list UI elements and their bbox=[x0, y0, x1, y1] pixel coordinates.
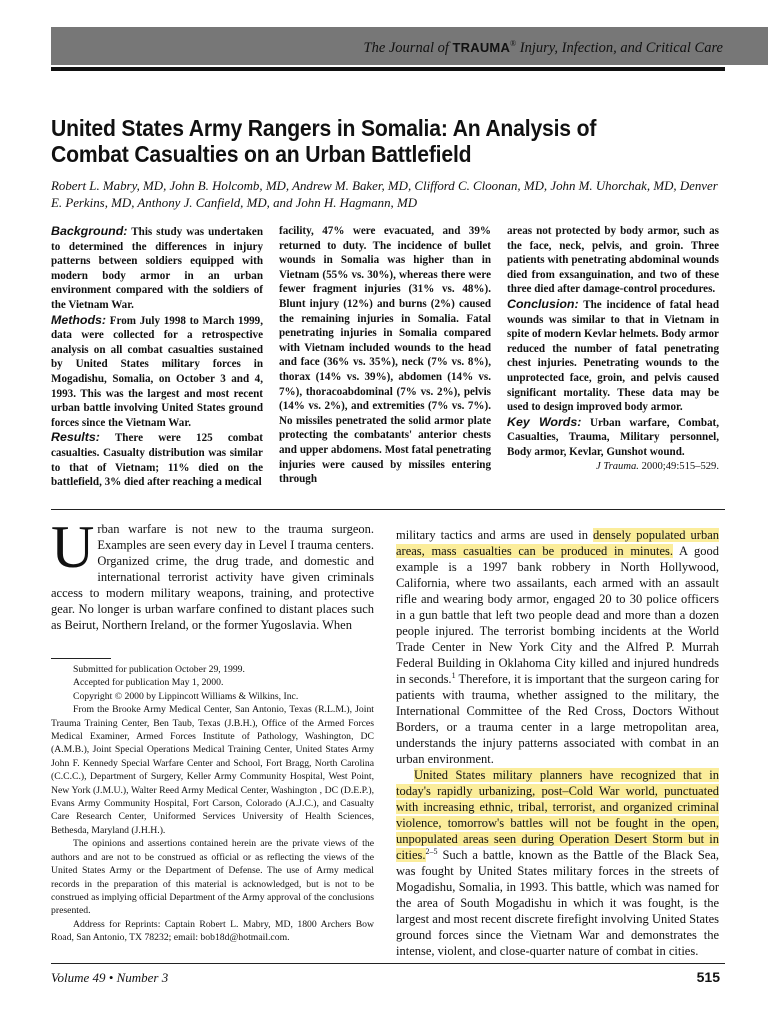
background-label: Background: bbox=[51, 224, 128, 238]
paragraph-1-end: Therefore, it is important that the surgeon caring for patients with trauma, whether assigned to the military, the International Committee of the Red Cross, Doctors Without Borders, or a trauma center in a large metropolitan area, understands the injury patterns associated with combat in an urban environment. bbox=[396, 672, 719, 766]
footnote-copyright: Copyright © 2000 by Lippincott Williams & Wilkins, Inc. bbox=[73, 690, 299, 702]
results-label: Results: bbox=[51, 430, 100, 445]
abstract-column-3 bbox=[507, 224, 719, 474]
paragraph-1-middle: A good example is a 1997 bank robbery in North Hollywood, California, where two assailants, each armed with an assault rifle and wearing body armor, engaged 20 to 30 police officers in a gun battle that left two people dead and more than a dozen people injured. The terrorist bombing incidents at the World Trade Center in New York City and the Alfred P. Murrah Federal Building in Oklahoma City killed and injured hundreds in seconds. bbox=[396, 544, 720, 686]
results-text-end: areas not protected by body armor, such as the face, neck, pelvis, and groin. Three patients with penetrating abdominal wounds died from exsanguination, and two of these three died after damage-control procedures. bbox=[507, 225, 719, 296]
reference-superscript-2-5: 2–5 bbox=[425, 846, 438, 856]
highlighted-text-military-planners: United States military planners have recognized that in today's rapidly urbanizing, post–Cold War world, punctuated with increasing ethnic, tribal, terrorist, and organized criminal violence, tomorrow's battles will not be fought in the open, unpopulated areas seen during Operation Desert Storm but in cities. bbox=[396, 768, 719, 862]
footnote-disclaimer: The opinions and assertions contained herein are the private views of the authors and are not to be construed as official or as reflecting the views of the United States Army or the Department of Defense. The use of Army medical records in the preparation of this material is acknowledged, but is not to be construed as implying official Department of the Army approval of the conclusions presented. bbox=[51, 838, 374, 917]
footnote-submitted: Submitted for publication October 29, 1999. bbox=[73, 664, 245, 675]
header-rule bbox=[51, 67, 725, 71]
highlighted-text-urban-areas: densely populated urban areas, mass casualties can be produced in minutes. bbox=[396, 528, 720, 558]
methods-label: Methods: bbox=[51, 312, 107, 327]
body-paragraph-1-text: rban warfare is not new to the trauma surgeon. Examples are seen every day in Level I trauma centers. Organized crime, the drug trade, and domestic and international terrorist activity have given criminals access to modern military weapons, training, and protective gear. No longer is urban warfare confined to distant places such as Beirut, Northern Ireland, or the former Yugoslavia. When bbox=[51, 522, 374, 632]
keywords-label: Key Words: bbox=[507, 414, 582, 429]
journal-prefix: The Journal of bbox=[363, 39, 453, 56]
background-text: This study was undertaken to determined the differences in injury patterns between soldiers equipped with modern body armor in an urban environment compared with the soldiers of the Vietnam War. bbox=[51, 226, 263, 311]
paragraph-1-lead: military tactics and arms are used in bbox=[396, 528, 593, 542]
volume-number: Volume 49 • Number 3 bbox=[51, 970, 169, 985]
journal-brand: TRAUMA bbox=[452, 39, 511, 55]
footnote-accepted: Accepted for publication May 1, 2000. bbox=[73, 677, 224, 689]
citation-journal: J Trauma. bbox=[595, 460, 639, 472]
conclusion-text: The incidence of fatal head wounds was similar to that in Vietnam in spite of modern Kevlar helmets. Body armor reduced the number of fatal penetrating chest injuries. Penetrating wounds to the unprotected face, groin, and pelvis caused significant mortality. These data may be used to design improved body armor. bbox=[507, 298, 719, 414]
abstract-column-1 bbox=[51, 224, 263, 490]
article-title: United States Army Rangers in Somalia: An Analysis of Combat Casualties on an Urban Battlefield bbox=[51, 115, 597, 167]
citation-details: 2000;49:515–529. bbox=[638, 460, 719, 472]
body-right-column bbox=[396, 527, 719, 959]
body-paragraph-1-continued bbox=[396, 527, 719, 767]
results-text: There were 125 combat casualties. Casualty distribution was similar to that of Vietnam; 11% died on the battlefield, 3% died after reaching a medical bbox=[51, 432, 263, 489]
footnotes bbox=[51, 663, 374, 945]
reference-superscript-1: 1 bbox=[451, 670, 456, 680]
abstract-rule bbox=[51, 509, 725, 510]
body-paragraph-1 bbox=[51, 514, 374, 633]
abstract-column-2 bbox=[279, 224, 491, 487]
methods-text: From July 1998 to March 1999, data were collected for a retrospective analysis on all combat casualties sustained by United States military forces in Mogadishu, Somalia, on October 3 and 4, 1993. This was the largest and most recent urban battle involving United States ground forces since the Vietnam War. bbox=[51, 314, 263, 429]
author-list: Robert L. Mabry, MD, John B. Holcomb, MD, Andrew M. Baker, MD, Clifford C. Cloonan, MD, John M. Uhorchak, MD, Denver E. Perkins, MD, Anthony J. Canfield, MD, and John H. Hagmann, MD bbox=[51, 179, 718, 210]
footer-rule bbox=[51, 963, 725, 964]
footnote-rule bbox=[51, 658, 111, 659]
page-number: 515 bbox=[696, 969, 720, 985]
footnote-affiliations: From the Brooke Army Medical Center, San Antonio, Texas (R.L.M.), Joint Trauma Training Center, Ben Taub, Texas (J.B.H.), Office of the Armed Forces Medical Examiner, Armed Forces Institute of Pathology, Washington, DC (A.M.B.), Joint Special Operations Medical Training Center, United States Army John F. Kennedy Special Warfare Center and School, Fort Bragg, North Carolina (C.C.C.), Department of Surgery, Keller Army Community Hospital, West Point, New York (J.M.U.), Walter Reed Army Medical Center, Washington , DC (D.E.P.), Evans Army Community Hospital, Fort Carson, Colorado (A.J.C.), and Casualty Care Research Center, Uniformed Services University of Health Sciences, Bethesda, Maryland (J.H.H.). bbox=[51, 704, 374, 836]
journal-suffix: Injury, Infection, and Critical Care bbox=[516, 39, 723, 56]
paragraph-2-rest: Such a battle, known as the Battle of the Black Sea, was fought by United States military forces in the streets of Mogadishu, Somalia, in 1993. This battle, which was named for the area of South Mogadishu in which it was fought, is the largest and most recent discrete firefight involving United States ground forces since the Vietnam War and demonstrates the intense, violent, and close-quarter nature of combat in cities. bbox=[396, 848, 719, 958]
drop-cap: U bbox=[51, 514, 95, 580]
citation bbox=[507, 460, 719, 475]
journal-name bbox=[345, 39, 723, 57]
results-text-continued: facility, 47% were evacuated, and 39% returned to duty. The incidence of bullet wounds in Somalia was higher than in Vietnam (55% vs. 30%), whereas there were fewer fragment injuries (31% vs. 48%). Blunt injury (12%) and burns (2%) caused the remaining injuries in Somalia. Fatal penetrating injuries in Somalia compared with Vietnam included wounds to the head and face (36% vs. 35%), neck (7% vs. 8%), thorax (14% vs. 39%), abdomen (14% vs. 7%), thoracoabdominal (7% vs. 2%), pelvis (14% vs. 2%), and extremities (7% vs. 7%). No missiles penetrated the solid armor plate protecting the combatants' anterior chests and upper abdomens. Most fatal penetrating injuries were caused by missiles entering through bbox=[279, 225, 491, 486]
conclusion-label: Conclusion: bbox=[507, 296, 579, 311]
registered-mark: ® bbox=[510, 39, 517, 48]
keywords-text: Urban warfare, Combat, Casualties, Trauma, Military personnel, Body armor, Kevlar, Gunshot wound. bbox=[507, 416, 719, 458]
footnote-reprints: Address for Reprints: Captain Robert L. Mabry, MD, 1800 Archers Bow Road, San Antonio, TX 78232; email: bob18d@hotmail.com. bbox=[51, 918, 374, 944]
body-paragraph-2 bbox=[396, 767, 719, 959]
